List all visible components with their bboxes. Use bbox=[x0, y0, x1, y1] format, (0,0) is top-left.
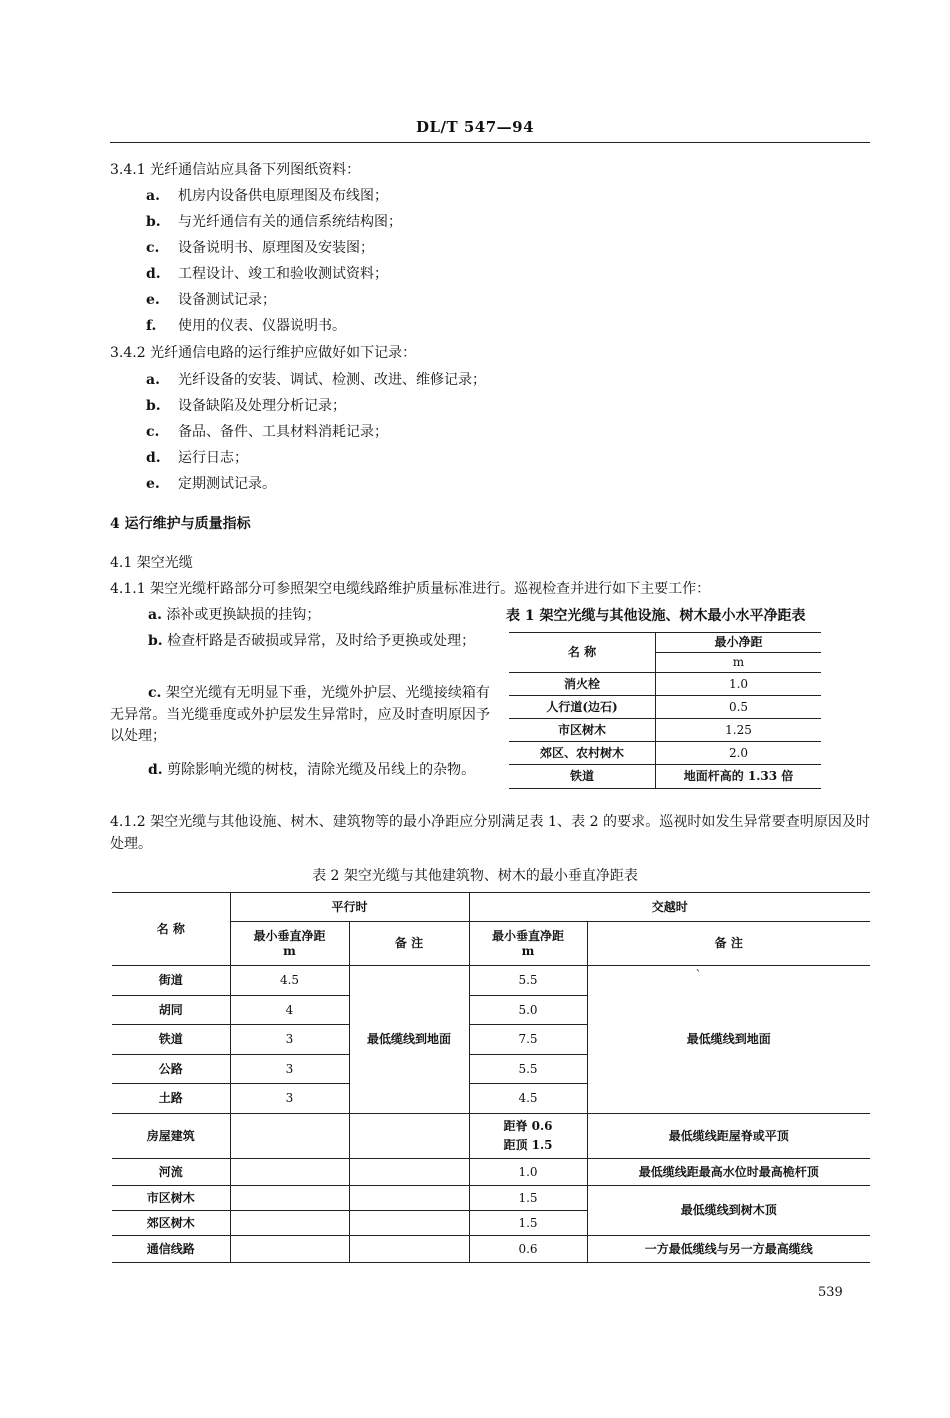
cell-crossing-value: 0.6 bbox=[469, 1236, 587, 1263]
list-item bbox=[146, 290, 276, 310]
cell-name: 市区树木 bbox=[112, 1186, 230, 1211]
stray-mark: ` bbox=[695, 968, 702, 982]
list-item bbox=[146, 422, 388, 442]
cell-parallel-remark bbox=[349, 1114, 469, 1159]
item-text: 备品、备件、工具材料消耗记录； bbox=[178, 424, 388, 440]
list-item bbox=[146, 212, 402, 232]
cell-value: 1.0 bbox=[656, 673, 822, 696]
table-row bbox=[509, 742, 821, 765]
column-header-unit: m bbox=[656, 653, 822, 673]
item-letter: c. bbox=[146, 240, 160, 256]
cell-parallel-value: 3 bbox=[230, 1055, 349, 1084]
item-letter: a. bbox=[146, 372, 160, 388]
cell-crossing-value: 5.5 bbox=[469, 966, 587, 996]
section-4-heading: 4 运行维护与质量指标 bbox=[110, 516, 251, 532]
column-header-crossing-remark: 备 注 bbox=[587, 922, 870, 966]
table-row bbox=[112, 1114, 870, 1159]
item-letter: f. bbox=[146, 318, 157, 334]
cell-crossing-value: 1.0 bbox=[469, 1159, 587, 1186]
item-text: 架空光缆有无明显下垂，光缆外护层、光缆接续箱有无异常。当光缆垂度或外护层发生异常时，应及时查明原因予以处理； bbox=[110, 685, 490, 744]
cell-name: 郊区、农村树木 bbox=[509, 742, 656, 765]
table-row bbox=[112, 1236, 870, 1263]
cell-name: 街道 bbox=[112, 966, 230, 996]
item-letter: e. bbox=[146, 476, 160, 492]
cell-parallel-remark bbox=[349, 1236, 469, 1263]
header-rule bbox=[110, 142, 870, 143]
cell-crossing-remark: 最低缆线到树木顶 bbox=[587, 1186, 870, 1236]
section-4-1-2-text: 4.1.2 架空光缆与其他设施、树木、建筑物等的最小净距应分别满足表 1、表 2 的要求。巡视时如发生异常要查明原因及时处理。 bbox=[110, 814, 870, 852]
item-text: 剪除影响光缆的树枝，清除光缆及吊线上的杂物。 bbox=[167, 762, 476, 778]
item-letter: a. bbox=[148, 607, 162, 623]
list-item bbox=[146, 316, 346, 336]
cell-crossing-value: 5.5 bbox=[469, 1055, 587, 1084]
cell-parallel-remark bbox=[349, 1211, 469, 1236]
cell-parallel-value bbox=[230, 1236, 349, 1263]
cell-crossing-value bbox=[469, 1114, 587, 1159]
min-distance-label: 最小垂直净距 bbox=[491, 928, 564, 943]
cell-crossing-value: 1.5 bbox=[469, 1211, 587, 1236]
column-header-crossing-distance bbox=[469, 922, 587, 966]
cell-name: 河流 bbox=[112, 1159, 230, 1186]
page-number: 539 bbox=[818, 1285, 843, 1300]
item-text: 定期测试记录。 bbox=[178, 476, 276, 492]
list-item bbox=[146, 448, 248, 468]
item-letter: d. bbox=[148, 762, 163, 778]
item-text: 设备缺陷及处理分析记录； bbox=[178, 398, 346, 414]
item-text: 设备说明书、原理图及安装图； bbox=[178, 240, 374, 256]
crossing-remark-text: 最低缆线到地面 bbox=[686, 1032, 771, 1046]
cell-name: 通信线路 bbox=[112, 1236, 230, 1263]
list-item bbox=[146, 264, 388, 284]
cell-crossing-remark bbox=[587, 966, 870, 1114]
cell-name: 公路 bbox=[112, 1055, 230, 1084]
cell-crossing-value: 5.0 bbox=[469, 996, 587, 1025]
cell-crossing-remark: 一方最低缆线与另一方最高缆线 bbox=[587, 1236, 870, 1263]
cell-parallel-value: 4 bbox=[230, 996, 349, 1025]
item-letter: e. bbox=[146, 292, 160, 308]
item-letter: a. bbox=[146, 188, 160, 204]
list-item bbox=[146, 186, 388, 206]
item-letter: b. bbox=[146, 398, 161, 414]
table-row bbox=[509, 765, 821, 789]
table-2-caption: 表 2 架空光缆与其他建筑物、树木的最小垂直净距表 bbox=[312, 868, 638, 884]
list-item bbox=[146, 370, 486, 390]
table-row bbox=[112, 1159, 870, 1186]
cell-name: 土路 bbox=[112, 1084, 230, 1114]
cell-parallel-value bbox=[230, 1186, 349, 1211]
item-letter: c. bbox=[146, 424, 160, 440]
table-1 bbox=[509, 632, 821, 789]
list-item-d bbox=[110, 760, 490, 782]
cell-parallel-value bbox=[230, 1211, 349, 1236]
cell-name: 市区树木 bbox=[509, 719, 656, 742]
min-distance-label: 最小垂直净距 bbox=[253, 928, 326, 943]
cell-crossing-remark: 最低缆线距最高水位时最高桅杆顶 bbox=[587, 1159, 870, 1186]
item-text: 添补或更换缺损的挂钩； bbox=[166, 607, 321, 623]
cell-parallel-value: 4.5 bbox=[230, 966, 349, 996]
item-letter: b. bbox=[148, 633, 163, 649]
cell-parallel-value: 3 bbox=[230, 1025, 349, 1055]
item-text: 设备测试记录； bbox=[178, 292, 276, 308]
cell-crossing-value: 1.5 bbox=[469, 1186, 587, 1211]
column-header-min-distance: 最小净距 bbox=[656, 633, 822, 653]
table-row bbox=[112, 1186, 870, 1211]
item-letter: b. bbox=[146, 214, 161, 230]
cell-name: 房屋建筑 bbox=[112, 1114, 230, 1159]
cell-name: 郊区树木 bbox=[112, 1211, 230, 1236]
cell-value: 2.0 bbox=[656, 742, 822, 765]
cell-crossing-remark: 最低缆线距屋脊或平顶 bbox=[587, 1114, 870, 1159]
unit-label: m bbox=[283, 943, 296, 958]
list-item-a bbox=[110, 605, 490, 627]
list-item bbox=[146, 238, 374, 258]
item-text: 与光纤通信有关的通信系统结构图； bbox=[178, 214, 402, 230]
cell-value: 0.5 bbox=[656, 696, 822, 719]
table-1-caption: 表 1 架空光缆与其他设施、树木最小水平净距表 bbox=[506, 608, 806, 624]
standard-code-header: DL/T 547—94 bbox=[415, 118, 535, 136]
list-item-b bbox=[110, 631, 490, 653]
cell-parallel-value: 3 bbox=[230, 1084, 349, 1114]
cell-name: 胡同 bbox=[112, 996, 230, 1025]
table-row bbox=[112, 966, 870, 996]
cell-value: 1.25 bbox=[656, 719, 822, 742]
section-4-1-1-intro: 4.1.1 架空光缆杆路部分可参照架空电缆线路维护质量标准进行。巡视检查并进行如下主要工作： bbox=[110, 581, 711, 597]
item-text: 运行日志； bbox=[178, 450, 248, 466]
item-letter: d. bbox=[146, 266, 161, 282]
section-3-4-1-heading: 3.4.1 光纤通信站应具备下列图纸资料： bbox=[110, 162, 361, 178]
item-text: 机房内设备供电原理图及布线图； bbox=[178, 188, 388, 204]
cell-crossing-value: 4.5 bbox=[469, 1084, 587, 1114]
column-header-name: 名 称 bbox=[112, 893, 230, 966]
table-2 bbox=[112, 892, 870, 1263]
item-text: 使用的仪表、仪器说明书。 bbox=[178, 318, 346, 334]
list-item bbox=[146, 474, 276, 494]
table-row bbox=[509, 719, 821, 742]
unit-label: m bbox=[521, 943, 535, 958]
section-3-4-2-heading: 3.4.2 光纤通信电路的运行维护应做好如下记录： bbox=[110, 345, 417, 361]
list-item bbox=[146, 396, 346, 416]
list-item-c bbox=[110, 683, 490, 748]
column-group-parallel: 平行时 bbox=[230, 893, 469, 922]
item-letter: c. bbox=[148, 685, 162, 701]
table-row bbox=[509, 696, 821, 719]
item-text: 光纤设备的安装、调试、检测、改进、维修记录； bbox=[178, 372, 486, 388]
cell-parallel-remark: 最低缆线到地面 bbox=[349, 966, 469, 1114]
cell-parallel-value bbox=[230, 1114, 349, 1159]
roof-distance: 距顶 1.5 bbox=[503, 1138, 553, 1152]
section-4-1-heading: 4.1 架空光缆 bbox=[110, 555, 193, 571]
cell-crossing-value: 7.5 bbox=[469, 1025, 587, 1055]
column-header-name: 名 称 bbox=[509, 633, 656, 673]
cell-parallel-remark bbox=[349, 1159, 469, 1186]
table-row bbox=[509, 673, 821, 696]
cell-parallel-value bbox=[230, 1159, 349, 1186]
item-text: 检查杆路是否破损或异常，及时给予更换或处理； bbox=[167, 633, 476, 649]
cell-parallel-remark bbox=[349, 1186, 469, 1211]
cell-name: 铁道 bbox=[112, 1025, 230, 1055]
cell-name: 铁道 bbox=[509, 765, 656, 789]
item-letter: d. bbox=[146, 450, 161, 466]
item-text: 工程设计、竣工和验收测试资料； bbox=[178, 266, 388, 282]
cell-name: 消火栓 bbox=[509, 673, 656, 696]
column-group-crossing: 交越时 bbox=[469, 893, 870, 922]
column-header-parallel-distance bbox=[230, 922, 349, 966]
cell-name: 人行道(边石) bbox=[509, 696, 656, 719]
cell-value: 地面杆高的 1.33 倍 bbox=[656, 765, 822, 789]
ridge-distance: 距脊 0.6 bbox=[503, 1119, 553, 1133]
column-header-parallel-remark: 备 注 bbox=[349, 922, 469, 966]
